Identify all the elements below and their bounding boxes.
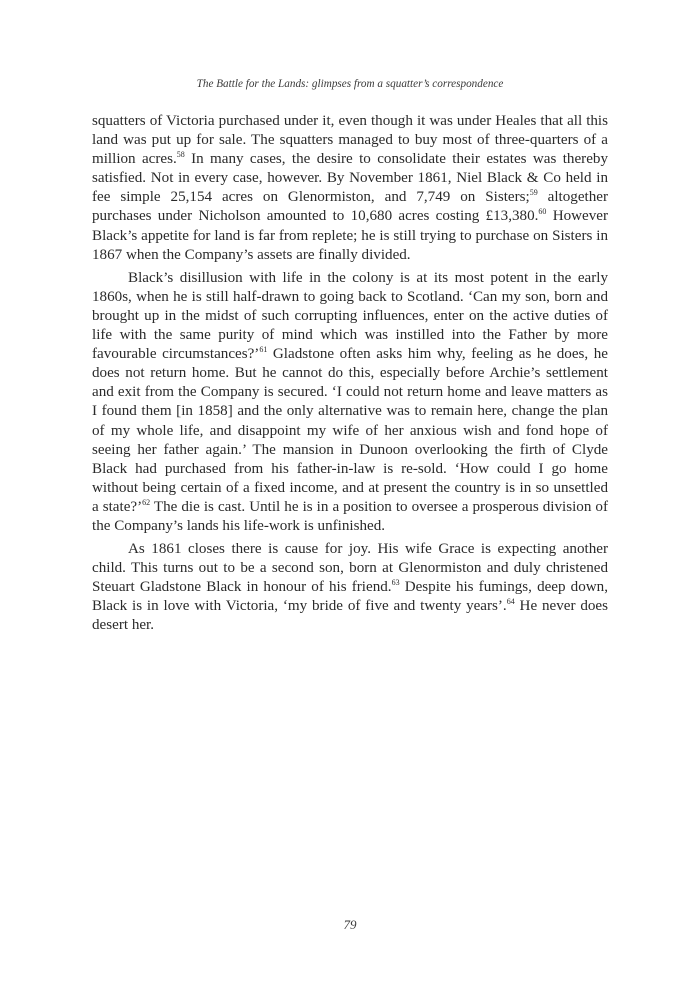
text-span: The die is cast. Until he is in a position to oversee a prosperous division of the Company’s lands his life-work is unfinished. [92,498,608,534]
body-text [92,112,608,640]
footnote-ref: 58 [176,150,185,160]
text-span: He never does desert her. [92,598,608,634]
footnote-ref: 62 [142,497,151,507]
paragraph [92,540,608,635]
text-span: However Black’s appetite for land is far from replete; he is still trying to purchase on Sisters in 1867 when the Company’s assets are finally divided. [92,208,609,263]
footnote-ref: 59 [529,188,538,198]
paragraph [92,112,608,265]
text-span: Gladstone often asks him why, feeling as he does, he does not return home. But he cannot do this, especially before Archie’s settlement and exit from the Company is secured. ‘I could not return home and leave matters as I found them [in 1858] and the only alternative was to remain here, change the plan of my whole life, and disappoint my wife of her anxious wish and fond hope of seeing her father again.’ The mansion in Dunoon overlooking the firth of Clyde Black had purchased from his father-in-law is re-sold. ‘How could I go home without being certain of a fixed income, and at present the country is in so unsettled a state?’ [92,346,608,515]
text-span: squatters of Victoria purchased under it, even though it was under Heales that all this land was put up for sale. The squatters managed to buy most of three-quarters of a million acres. [92,113,608,168]
page-number: 79 [343,917,357,932]
running-head: The Battle for the Lands: glimpses from a squatter’s correspondence [196,78,504,90]
text-span: altogether purchases under Nicholson amounted to 10,680 acres costing £13,380. [92,189,608,225]
text-span: Despite his fumings, deep down, Black is in love with Victoria, ‘my bride of five and twenty years’. [92,579,608,615]
text-span: As 1861 closes there is cause for joy. His wife Grace is expecting another child. This turns out to be a second son, born at Glenormiston and duly christened Steuart Gladstone Black in honour of his friend. [92,541,608,596]
footnote-ref: 63 [391,578,400,588]
footnote-ref: 60 [538,207,547,217]
footnote-ref: 61 [259,345,268,355]
text-span: Black’s disillusion with life in the colony is at its most potent in the early 1860s, when he is still half-drawn to going back to Scotland. ‘Can my son, born and brought up in the midst of such corrupting influences, enter on the active duties of life with the same purity of mind which was instilled into the Father by more favourable circumstances?’ [92,269,608,363]
footnote-ref: 64 [506,597,515,607]
paragraph [92,269,608,536]
text-span: In many cases, the desire to consolidate their estates was thereby satisfied. Not in every case, however. By November 1861, Niel Black & Co held in fee simple 25,154 acres on Glenormiston, and 7,749 on Sisters; [92,151,608,206]
